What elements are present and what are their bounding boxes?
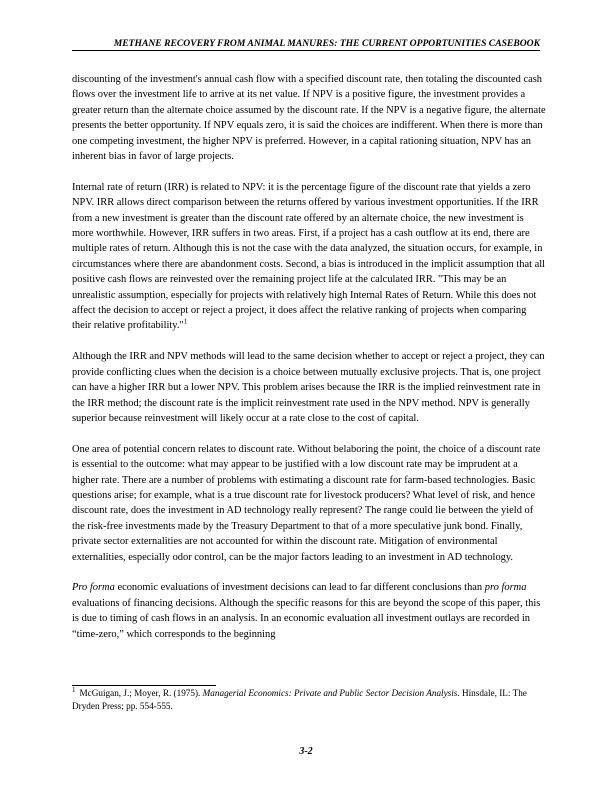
footnote-authors: McGuigan, J.; Moyer, R. (1975). — [79, 688, 203, 698]
paragraph-irr-vs-npv: Although the IRR and NPV methods will lead to the same decision whether to accept or reject a project, they can provide conflicting clues when the decision is a choice between mutually exclusive projects. That is, one project can have a higher IRR but a lower NPV. This problem arises because the IRR is the implied reinvestment rate in the IRR method; the discount rate is the implicit reinvestment rate used in the NPV method. NPV is generally superior because reinvestment will likely occur at a rate close to the cost of capital. — [72, 351, 545, 424]
footnote-reference[interactable]: 1 — [183, 318, 188, 326]
pro-forma-term-2: pro forma — [484, 582, 527, 594]
paragraph-discount-rate: One area of potential concern relates to discount rate. Without belaboring the point, the choice of a discount rate is essential to the outcome: what may appear to be justified with a low discount rate may be imprudent at a higher rate. There are a number of problems with estimating a discount rate for farm-based technologies. Basic questions arise; for example, what is a true discount rate for livestock producers? What level of risk, and hence discount rate, does the investment in AD technology really represent? The range could lie between the yield of the risk-free investments made by the Treasury Department to that of a more speculative junk bond. Finally, private sector externalities are not accounted for within the discount rate. Mitigation of environmental externalities, especially odor control, can be the major factors leading to an investment in AD technology. — [72, 443, 541, 563]
body-text — [72, 72, 546, 642]
paragraph-npv: discounting of the investment's annual cash flow with a specified discount rate, then totaling the discounted cash flows over the investment life to arrive at its net value. If NPV is a positive figure, the investment provides a greater return than the alternate choice assumed by the discount rate. If the NPV is a negative figure, the alternate presents the better opportunity. If NPV equals zero, it is said the choices are indifferent. When there is more than one competing investment, the higher NPV is preferred. However, in a capital rationing situation, NPV has an inherent bias in favor of large projects. — [72, 74, 546, 163]
paragraph-irr-text: Internal rate of return (IRR) is related to NPV: it is the percentage figure of the discount rate that yields a zero NPV. IRR allows direct comparison between the returns offered by various investment opportunities. If the IRR from a new investment is greater than the discount rate offered by an alternate choice, the new investment is more worthwhile. However, IRR suffers in two areas. First, if a project has a cash outflow at its end, there are multiple rates of return. Although this is not the case with the data analyzed, the situation occurs, for example, in circumstances where there are abandonment costs. Second, a bias is introduced in the implicit assumption that all positive cash flows are reinvested over the remaining project life at the calculated IRR. "This may be an unrealistic assumption, especially for projects with relatively high Internal Rates of Return. While this does not affect the decision to accept or reject a project, it does affect the relative ranking of projects when comparing their relative profitability." — [72, 181, 546, 332]
running-header: METHANE RECOVERY FROM ANIMAL MANURES: THE CURRENT OPPORTUNITIES CASEBOOK — [72, 38, 540, 51]
page-number: 3-2 — [299, 746, 313, 757]
footnote-mark: 1 — [72, 685, 76, 694]
footnote — [72, 687, 546, 714]
footnote-book-title: Managerial Economics: Private and Public Sector Decision Analysis — [202, 688, 458, 698]
footnote-publisher: . Hinsdale, IL: The Dryden Press; pp. 554-555. — [72, 688, 527, 712]
pro-forma-text-1: economic evaluations of investment decisions can lead to far different conclusions than — [114, 582, 485, 594]
paragraph-irr — [72, 180, 546, 334]
pro-forma-term-1: Pro forma — [72, 582, 115, 594]
pro-forma-text-2: evaluations of financing decisions. Although the specific reasons for this are beyond the scope of this paper, this is due to timing of cash flows in an analysis. In an economic evaluation all investment outlays are recorded in “time-zero,” which corresponds to the beginning — [72, 597, 541, 640]
footnote-separator — [72, 685, 216, 686]
paragraph-pro-forma — [72, 580, 546, 642]
